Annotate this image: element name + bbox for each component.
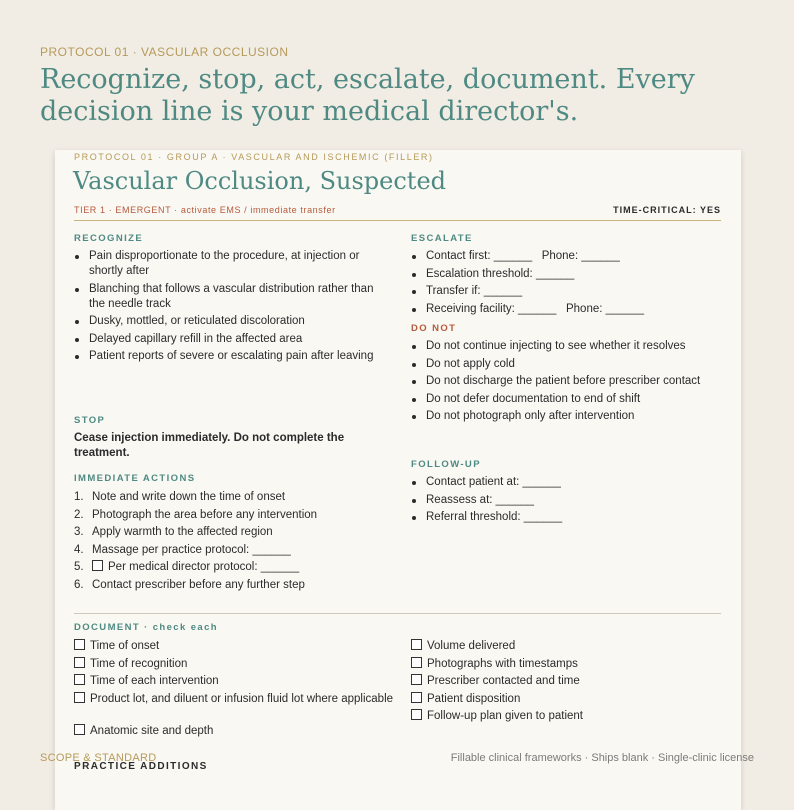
list-item: Contact patient at: ______	[411, 475, 721, 490]
checkbox[interactable]	[411, 657, 422, 668]
list-item: Dusky, mottled, or reticulated discoloration	[74, 314, 374, 329]
headline: Recognize, stop, act, escalate, document. Every decision line is your medical director's.	[40, 64, 695, 127]
tier-label: TIER 1 · EMERGENT · activate EMS / immediate transfer	[74, 205, 336, 215]
list-item: Do not continue injecting to see whether it resolves	[411, 339, 731, 354]
checkbox[interactable]	[411, 692, 422, 703]
checklist-item: Anatomic site and depth	[74, 724, 404, 739]
card-kicker: PROTOCOL 01 · GROUP A · VASCULAR AND ISCHEMIC (FILLER)	[74, 152, 434, 162]
time-critical-label: TIME-CRITICAL: YES	[613, 205, 721, 215]
checklist-item: Follow-up plan given to patient	[411, 709, 721, 724]
checkbox[interactable]	[74, 724, 85, 735]
escalate-list	[411, 249, 721, 319]
checklist-item: Product lot, and diluent or infusion fluid lot where applicable	[74, 692, 404, 707]
checkbox[interactable]	[92, 560, 103, 571]
follow-up-heading: FOLLOW-UP	[411, 459, 481, 470]
checkbox[interactable]	[411, 639, 422, 650]
list-item: Transfer if: ______	[411, 284, 721, 299]
list-item: Pain disproportionate to the procedure, at injection or shortly after	[74, 249, 374, 279]
do-not-heading: DO NOT	[411, 323, 457, 334]
footer-brand: SCOPE & STANDARD	[40, 752, 157, 764]
list-item: Referral threshold: ______	[411, 510, 721, 525]
checkbox[interactable]	[411, 674, 422, 685]
list-item: Do not defer documentation to end of shift	[411, 392, 731, 407]
immediate-actions-heading: IMMEDIATE ACTIONS	[74, 473, 196, 484]
list-item: 6. Contact prescriber before any further step	[74, 578, 305, 591]
checklist-item: Patient disposition	[411, 692, 721, 707]
document-checklist-right	[411, 639, 721, 727]
footer-tagline: Fillable clinical frameworks · Ships blank · Single-clinic license	[450, 752, 754, 764]
checkbox[interactable]	[74, 639, 85, 650]
list-item: 3. Apply warmth to the affected region	[74, 526, 273, 538]
do-not-list	[411, 339, 731, 427]
checkbox[interactable]	[74, 674, 85, 685]
recognize-list	[74, 249, 374, 367]
card-title: Vascular Occlusion, Suspected	[73, 167, 447, 195]
list-item: Delayed capillary refill in the affected area	[74, 332, 374, 347]
list-item: 2. Photograph the area before any intervention	[74, 508, 318, 521]
checkbox[interactable]	[411, 709, 422, 720]
list-item: Receiving facility: ______ Phone: ______	[411, 302, 721, 317]
escalate-heading: ESCALATE	[411, 233, 473, 244]
eyebrow: PROTOCOL 01 · VASCULAR OCCLUSION	[40, 45, 289, 59]
checkbox[interactable]	[74, 692, 85, 703]
stop-heading: STOP	[74, 415, 106, 426]
checklist-item: Prescriber contacted and time	[411, 674, 721, 689]
list-item: 4. Massage per practice protocol: ______	[74, 543, 291, 556]
checklist-item: Time of recognition	[74, 657, 404, 672]
header-divider	[74, 220, 721, 221]
list-item: Do not apply cold	[411, 357, 731, 372]
checklist-item: Time of onset	[74, 639, 404, 654]
immediate-actions-list	[74, 490, 374, 595]
stop-text: Cease injection immediately. Do not complete the treatment.	[74, 432, 345, 459]
protocol-card	[55, 150, 741, 810]
list-item: Contact first: ______ Phone: ______	[411, 249, 721, 264]
checklist-item: Photographs with timestamps	[411, 657, 721, 672]
recognize-heading: RECOGNIZE	[74, 233, 144, 244]
checklist-item: Volume delivered	[411, 639, 721, 654]
list-item: Patient reports of severe or escalating pain after leaving	[74, 349, 374, 364]
list-item: Do not photograph only after intervention	[411, 409, 731, 424]
section-divider	[74, 613, 721, 614]
checklist-item: Time of each intervention	[74, 674, 404, 689]
list-item: 5. Per medical director protocol: ______	[74, 561, 300, 573]
document-heading: DOCUMENT · check each	[74, 622, 218, 633]
follow-up-list	[411, 475, 721, 528]
list-item: Escalation threshold: ______	[411, 267, 721, 282]
list-item: 1. Note and write down the time of onset	[74, 491, 286, 503]
practice-additions-heading: PRACTICE ADDITIONS	[74, 761, 208, 772]
list-item: Do not discharge the patient before prescriber contact	[411, 374, 731, 389]
list-item: Blanching that follows a vascular distribution rather than the needle track	[74, 282, 374, 312]
list-item: Reassess at: ______	[411, 493, 721, 508]
checkbox[interactable]	[74, 657, 85, 668]
document-checklist-left	[74, 639, 404, 741]
